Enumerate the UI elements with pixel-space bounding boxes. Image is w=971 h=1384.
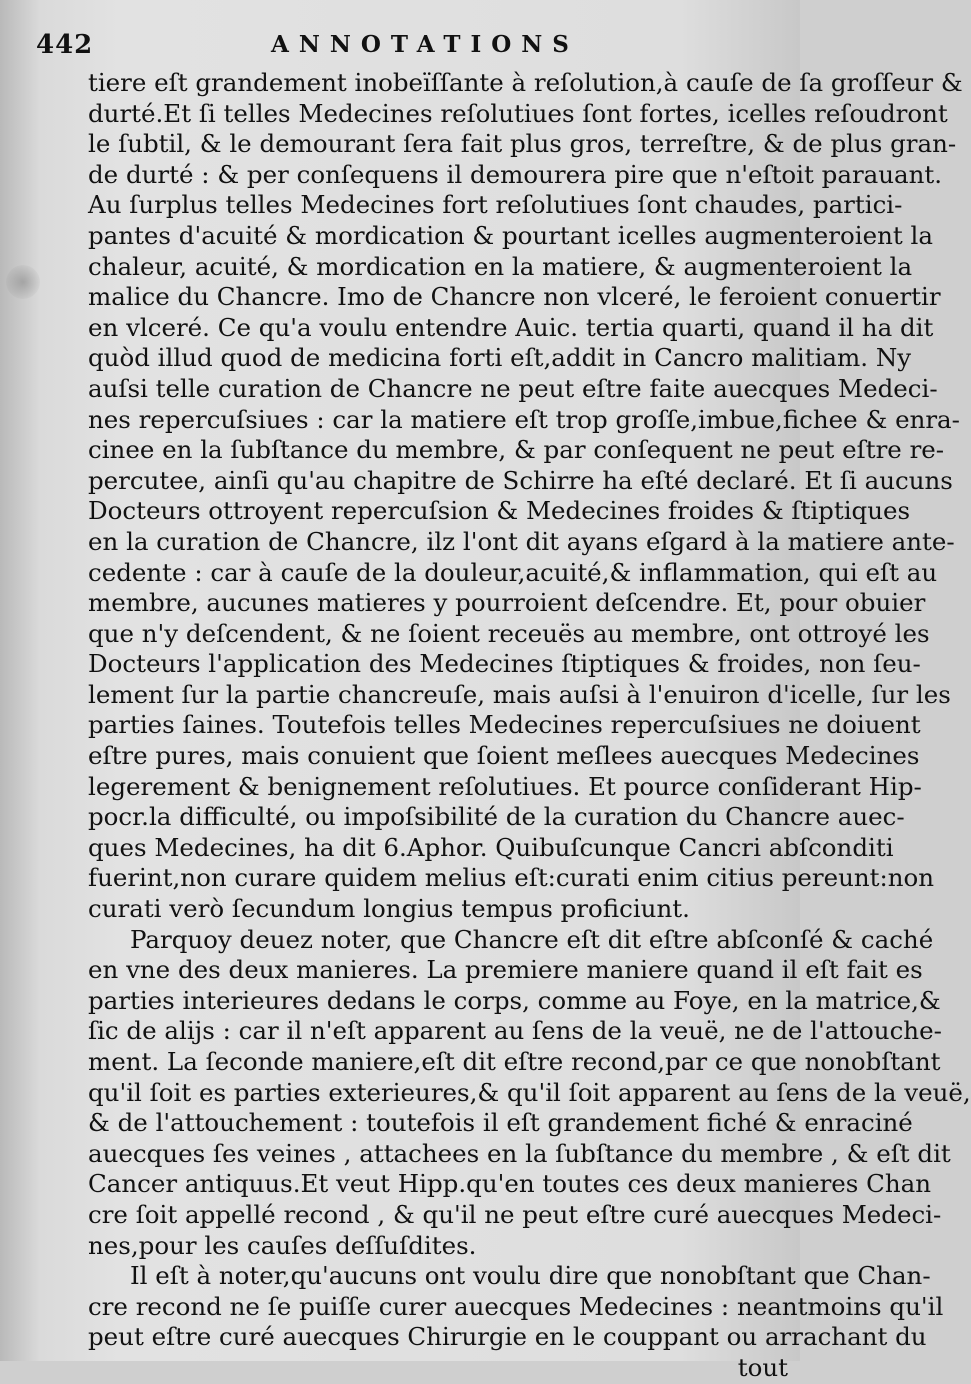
text-line: tiere eſt grandement inobeïſſante à reſolution,à cauſe de ſa groſſeur & — [88, 68, 963, 97]
text-line: & de l'attouchement : toutefois il eſt grandement fiché & enraciné — [88, 1108, 913, 1138]
text-line: pocr.la difficulté, ou impoſsibilité de la curation du Chancre auec- — [88, 802, 905, 832]
text-line: parties ſaines. Toutefois telles Medecines repercuſsiues ne doiuent — [88, 710, 921, 740]
text-line: durté.Et ſi telles Medecines reſolutiues ſont fortes, icelles reſoudront — [88, 98, 948, 128]
text-line: en vne des deux manieres. La premiere maniere quand il eſt fait es — [88, 955, 923, 985]
margin-stain — [6, 265, 40, 299]
text-line: Cancer antiquus.Et veut Hipp.qu'en toutes ces deux manieres Chan — [88, 1169, 932, 1199]
paragraph-start-line: Parquoy deuez noter, que Chancre eſt dit eſtre abſconſé & caché — [130, 924, 934, 954]
body-text — [88, 68, 971, 1384]
text-line: ment. La ſeconde maniere,eſt dit eſtre recond,par ce que nonobſtant — [88, 1047, 941, 1076]
text-line: nes repercuſsiues : car la matiere eſt trop groſſe,imbue,fichee & enra- — [88, 404, 960, 434]
text-line: curati verò ſecundum longius tempus proficiunt. — [88, 894, 690, 924]
text-line: Au ſurplus telles Medecines fort reſolutiues ſont chaudes, partici- — [88, 190, 903, 220]
text-line: membre, aucunes matieres y pourroient deſcendre. Et, pour obuier — [88, 588, 926, 618]
text-line: ques Medecines, ha dit 6.Aphor. Quibuſcunque Cancri abſconditi — [88, 832, 894, 862]
text-line: percutee, ainſi qu'au chapitre de Schirre ha eſté declaré. Et ſi aucuns — [88, 465, 953, 495]
text-line: peut eſtre curé auecques Chirurgie en le couppant ou arrachant du — [88, 1322, 927, 1352]
text-line: legerement & benignement reſolutiues. Et pource conſiderant Hip- — [88, 771, 922, 801]
text-line: pantes d'acuité & mordication & pourtant icelles augmenteroient la — [88, 220, 933, 250]
text-line: Docteurs ottroyent repercuſsion & Medecines froides & ſtiptiques — [88, 496, 911, 526]
text-line: que n'y deſcendent, & ne ſoient receuës au membre, ont ottroyé les — [88, 618, 930, 648]
text-line: Docteurs l'application des Medecines ſtiptiques & froides, non ſeu- — [88, 649, 921, 679]
text-line: ſic de aliјs : car il n'eſt apparent au ſens de la veuë, ne de l'attouche- — [88, 1016, 942, 1046]
text-line: le ſubtil, & le demourant ſera fait plus gros, terreſtre, & de plus gran- — [88, 129, 957, 159]
text-line: fuerint,non curare quidem melius eſt:curati enim citius pereunt:non — [88, 863, 935, 893]
text-line: qu'il ſoit es parties exterieures,& qu'il ſoit apparent au ſens de la veuë, — [88, 1077, 971, 1107]
page-header — [36, 28, 782, 68]
text-line: cedente : car à cauſe de la douleur,acuité,& inflammation, qui eſt au — [88, 557, 938, 587]
text-line: cre recond ne ſe puiſſe curer auecques Medecines : neantmoins qu'il — [88, 1291, 944, 1321]
running-title: ANNOTATIONS — [271, 31, 579, 58]
text-line: auecques ſes veines , attachees en la ſubſtance du membre , & eſt dit — [88, 1138, 951, 1168]
text-line: malice du Chancre. Imo de Chancre non vlceré, le feroient conuertir — [88, 282, 941, 312]
text-line: eſtre pures, mais conuient que ſoient meſlees auecques Medecines — [88, 741, 920, 771]
text-line: auſsi telle curation de Chancre ne peut eſtre faite auecques Medeci- — [88, 373, 938, 403]
text-line: en vlceré. Ce qu'a voulu entendre Auic. tertia quarti, quand il ha dit — [88, 312, 934, 342]
text-line: chaleur, acuité, & mordication en la matiere, & augmenteroient la — [88, 251, 913, 281]
text-line: cre ſoit appellé recond , & qu'il ne peut eſtre curé auecques Medeci- — [88, 1199, 942, 1229]
text-line: lement ſur la partie chancreuſe, mais auſsi à l'enuiron d'icelle, ſur les — [88, 679, 951, 709]
text-line: parties interieures dedans le corps, comme au Foye, en la matrice,& — [88, 985, 941, 1015]
page-number: 442 — [36, 30, 94, 60]
text-line: en la curation de Chancre, ilz l'ont dit ayans eſgard à la matiere ante- — [88, 526, 955, 556]
text-line: nes,pour les cauſes deſſuſdites. — [88, 1230, 477, 1260]
text-line: de durté : & per conſequens il demourera pire que n'eſtoit parauant. — [88, 159, 943, 189]
paragraph-start-line: Il eſt à noter,qu'aucuns ont voulu dire que nonobſtant que Chan- — [130, 1261, 931, 1291]
text-line: quòd illud quod de medicina forti eſt,addit in Cancro malitiam. Ny — [88, 343, 912, 373]
text-line: cinee en la ſubſtance du membre, & par conſequent ne peut eſtre re- — [88, 435, 945, 465]
catchword: tout — [737, 1352, 788, 1382]
